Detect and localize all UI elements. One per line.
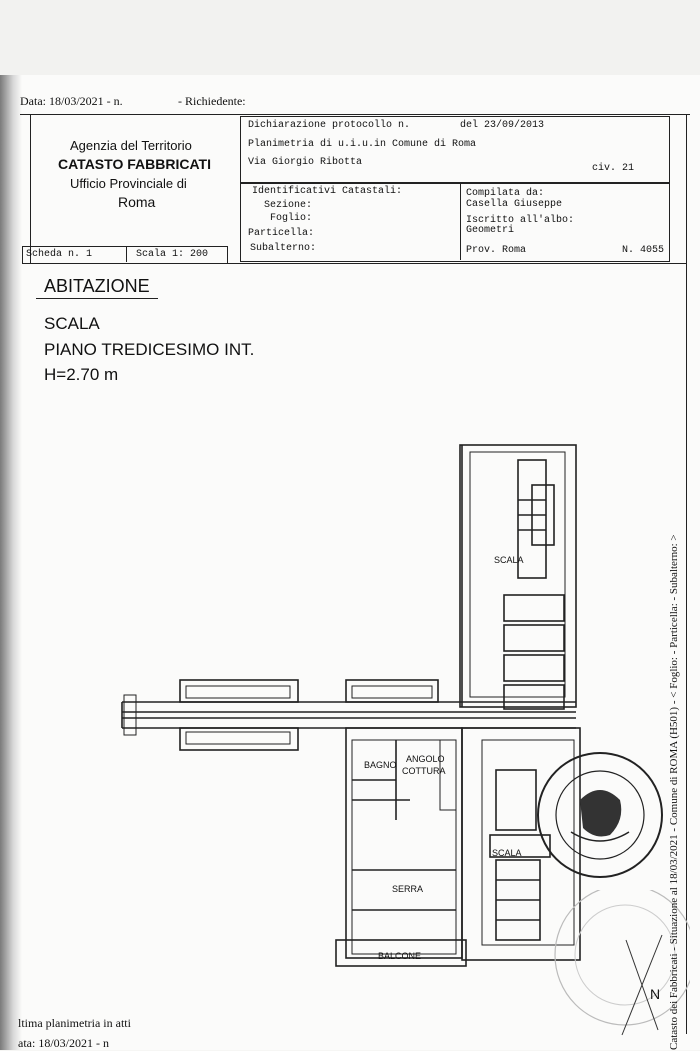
agency-line2: CATASTO FABBRICATI (58, 156, 211, 172)
compiler-province: Prov. Roma (466, 245, 527, 256)
plan-line3: H=2.70 m (44, 365, 119, 384)
declaration-civ: civ. 21 (592, 163, 635, 174)
identifier-sezione: Sezione: (264, 200, 313, 211)
scan-top-margin (0, 0, 700, 75)
side-vertical-text: Catasto dei Fabbricati - Situazione al 18/03/2021 - Comune di ROMA (H501) - < Foglio: - Particella: - Subalterno: > (668, 534, 680, 1050)
compiler-number: N. 4055 (622, 245, 665, 256)
header-data-label: Data: 18/03/2021 - n. (20, 94, 123, 108)
plan-title: ABITAZIONE (44, 276, 150, 296)
declaration-address: Via Giorgio Ribotta (248, 157, 363, 168)
floor-plan (110, 440, 590, 1040)
room-label-scala-bottom: SCALA (492, 848, 522, 858)
plan-line2: PIANO TREDICESIMO INT. (44, 340, 255, 359)
compiler-register-label: Iscritto all'albo: (466, 215, 575, 226)
identifier-subalterno: Subalterno: (250, 243, 317, 254)
header-richiedente-label: - Richiedente: (178, 94, 246, 108)
room-label-balcone: BALCONE (378, 951, 422, 961)
agency-line3: Ufficio Provinciale di (70, 176, 187, 191)
room-label-scala-top: SCALA (494, 555, 524, 565)
identifier-particella: Particella: (248, 228, 315, 239)
room-label-bagno: BAGNO (364, 760, 397, 770)
compiler-register-value: Geometri (466, 225, 515, 236)
room-label-serra: SERRA (392, 884, 424, 894)
scheda-scale: Scala 1: 200 (136, 249, 209, 260)
frame-mid-line (226, 263, 686, 264)
compiler-label: Compilata da: (466, 188, 545, 199)
room-label-cottura: COTTURA (402, 766, 446, 776)
declaration-planimetria: Planimetria di u.i.u.in Comune di Roma (248, 139, 477, 150)
frame-left-line (30, 114, 31, 264)
identifier-foglio: Foglio: (270, 213, 313, 224)
plan-title-underline (36, 298, 158, 299)
north-arrow-icon (612, 930, 672, 1040)
scheda-label: Scheda n. 1 (26, 249, 93, 260)
compiler-name: Casella Giuseppe (466, 199, 563, 210)
footer-data-line: ata: 18/03/2021 - n (18, 1036, 109, 1050)
notary-stamp (535, 740, 665, 890)
room-label-angolo: ANGOLO (406, 754, 445, 764)
identifiers-heading: Identificativi Catastali: (252, 186, 403, 197)
identifiers-divider (460, 182, 461, 260)
scan-left-edge (0, 75, 22, 1050)
frame-top-line (20, 114, 690, 115)
scheda-divider (126, 246, 127, 262)
declaration-protocol: Dichiarazione protocollo n. (248, 120, 411, 131)
plan-line1: SCALA (44, 314, 100, 333)
agency-line4: Roma (118, 194, 156, 210)
north-indicator: N (650, 986, 661, 1002)
footer-last-plan: ltima planimetria in atti (18, 1016, 131, 1030)
agency-line1: Agenzia del Territorio (70, 138, 192, 153)
declaration-date: del 23/09/2013 (460, 120, 545, 131)
